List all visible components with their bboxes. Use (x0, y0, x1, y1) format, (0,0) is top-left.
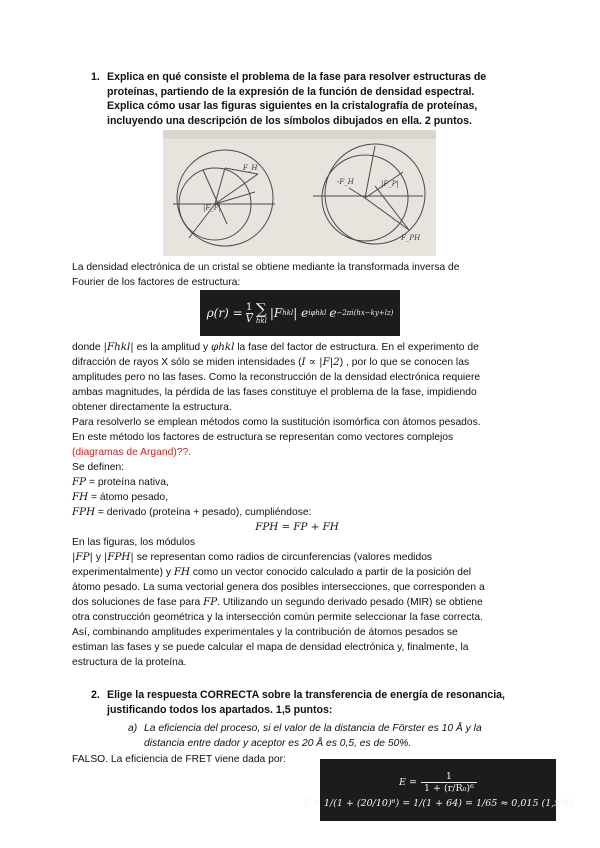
formula-sum (255, 299, 267, 325)
text: es la amplitud y (133, 342, 212, 353)
text: amplitudes pero no las fases. Como la reconstrucción de la densidad electrónica requiere (72, 372, 481, 383)
formula-exp2: −2πi(hx−ky+lz) (336, 309, 394, 317)
question-1-text (107, 70, 521, 128)
question-2 (91, 688, 531, 717)
text: la fase del factor de estructura. En el experimento de (234, 342, 479, 353)
text: = átomo pesado, (88, 492, 168, 503)
vector-right-d (375, 186, 409, 230)
formula-frac-num: 1 (246, 301, 253, 313)
question-2-text (107, 688, 531, 717)
math-symbol: |FPH| (103, 551, 134, 563)
text: ) , por lo que se conocen las (339, 357, 470, 368)
text: y (93, 552, 104, 563)
intro-line: Fourier de los factores de estructura: (72, 277, 241, 288)
question-2-option-a (128, 721, 528, 751)
question-1-line: proteínas, partiendo de la expresión de la función de densidad espectral. (107, 85, 475, 98)
question-2-line: justificando todos los apartados. 1,5 puntos: (107, 703, 333, 716)
fret-formula-general (399, 771, 477, 794)
text: se representan como radios de circunferencias (valores medidos (133, 552, 433, 563)
question-1-line: Explica en qué consiste el problema de la fase para resolver estructuras de (107, 71, 487, 83)
text: otra construcción geométrica y la intersección común permite seleccionar la fase correcta. (72, 612, 483, 623)
fret-formula-fraction (421, 771, 477, 794)
fret-formula-num: 1 (445, 771, 452, 782)
math-symbol: I ∝ |F|2 (301, 356, 340, 368)
text: como un vector conocido calculado a partir de la posición del (190, 567, 472, 578)
intro-line: La densidad electrónica de un cristal se obtiene mediante la transformada inversa de (72, 262, 460, 273)
harker-diagram-photo (163, 130, 436, 256)
formula-frac-den: V (245, 313, 253, 325)
vector-sum-equation: FPH = FP + FH (255, 521, 339, 533)
option-a-line: distancia entre dador y aceptor es 20 Å es 0,5, es de 50%. (144, 738, 412, 749)
text: . Utilizando un segundo derivado pesado (MIR) se obtiene (217, 597, 483, 608)
text: Para resolverlo se emplean métodos como la sustitución isomórfica con átomos pesados. (72, 417, 481, 428)
answer-2-text: FALSO. La eficiencia de FRET viene dada por: (72, 754, 286, 765)
formula-sum-sub: hkl (255, 316, 267, 325)
vector-left-f (215, 192, 255, 204)
math-symbol: φhkl (211, 341, 235, 353)
text: átomo pesado. La suma vectorial genera dos posibles intersecciones, que corresponden a (72, 582, 485, 593)
formula-exp1: iφhkl (308, 309, 327, 317)
text: difracción de rayos X sólo se miden intensidades ( (72, 357, 302, 368)
formula-term: |F (269, 306, 283, 320)
fig-label-fp-left: |F_P| (203, 204, 221, 212)
fret-formula-den: 1 + (r/R₀)⁶ (421, 782, 477, 794)
vector-right-b (365, 198, 409, 230)
formula-term-end: | e (293, 306, 309, 320)
fret-efficiency-formula (302, 759, 574, 821)
argand-note: (diagramas de Argand)??. (72, 447, 192, 458)
electron-density-formula (200, 290, 400, 336)
circle-fph-right (325, 144, 425, 244)
text: experimentalmente) y (72, 567, 174, 578)
question-1-number: 1. (91, 71, 100, 83)
math-symbol: FP (203, 596, 218, 608)
formula-lhs: ρ(r) = (206, 306, 243, 320)
math-symbol: FH (72, 491, 89, 503)
fig-label-fph-right: F_PH (401, 234, 421, 242)
text: En este método los factores de estructura se representan como vectores complejos (72, 432, 454, 443)
fig-label-fh-right: -F_H (337, 178, 354, 186)
text: estiman las fases y se puede calcular el mapa de densidad electrónica y, finalmente, la (72, 642, 469, 653)
fig-label-fp-right: |F_P| (381, 180, 399, 188)
option-a-line: La eficiencia del proceso, si el valor de la distancia de Förster es 10 Å y la (144, 723, 482, 734)
question-2-number: 2. (91, 689, 100, 701)
option-a-label: a) (128, 723, 138, 734)
math-symbol: FPH (72, 506, 96, 518)
question-1-line: incluyendo una descripción de los símbolos dibujados en ella. 2 puntos. (107, 114, 472, 127)
question-1-line: Explica cómo usar las figuras siguientes en la cristalografía de proteínas, (107, 100, 478, 113)
fret-formula-lhs: E = (399, 777, 417, 788)
answer-1-intro (72, 260, 522, 290)
text: En las figuras, los módulos (72, 537, 196, 548)
formula-term-sub: hkl (282, 309, 294, 317)
vector-left-b (215, 174, 258, 204)
harker-diagram-drawing (163, 130, 436, 256)
text: estructura de la proteína. (72, 657, 187, 668)
answer-1-body (72, 340, 522, 670)
text: Se definen: (72, 462, 125, 473)
math-symbol: FH (173, 566, 190, 578)
text: = proteína nativa, (86, 477, 169, 488)
text: obtener directamente la estructura. (72, 402, 232, 413)
question-2-line: Elige la respuesta CORRECTA sobre la transferencia de energía de resonancia, (107, 689, 505, 701)
question-1 (91, 70, 521, 128)
option-a-text (128, 721, 528, 751)
text: donde (72, 342, 104, 353)
formula-e2: e (329, 306, 337, 320)
math-symbol: |Fhkl| (103, 341, 134, 353)
formula-fraction (246, 302, 253, 325)
math-symbol: |FP| (72, 551, 94, 563)
vector-left-e (203, 170, 227, 224)
text: = derivado (proteína + pesado), cumpliéndose: (95, 507, 312, 518)
text: dos soluciones de fase para (72, 597, 204, 608)
text: Así, combinando amplitudes experimentales y la contribución de átomos pesados se (72, 627, 458, 638)
math-symbol: FP (72, 476, 87, 488)
formula-sum-symbol: ∑ (256, 299, 267, 318)
text: ambas magnitudes, la pérdida de las fases constituye el problema de la fase, impidiendo (72, 387, 477, 398)
fret-formula-computed: E = 1/(1 + (20/10)⁶) = 1/(1 + 64) = 1/65 ≈ 0,015 (1,5%) (302, 798, 574, 809)
fig-label-fh-left: F_H (243, 164, 258, 172)
axis-right-vertical (365, 146, 375, 198)
